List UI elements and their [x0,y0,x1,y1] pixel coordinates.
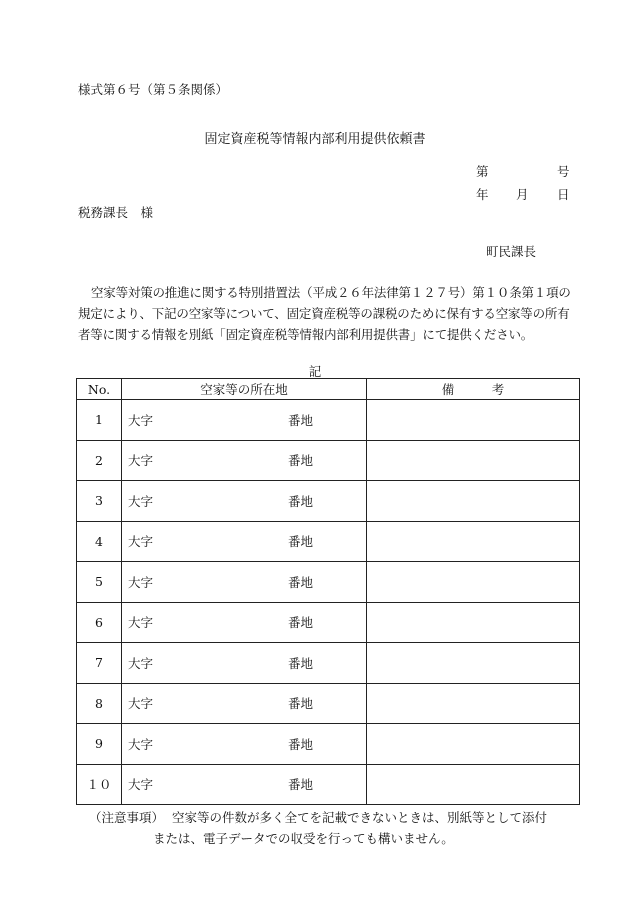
row-number: 3 [77,481,122,522]
date-year-label: 年 [476,187,489,202]
location-cell[interactable] [122,764,367,805]
table-row [77,562,580,603]
document-number-suffix: 号 [557,164,570,179]
notes-line-1: 空家等の件数が多く全てを記載できないときは、別紙等として添付 [172,810,548,825]
form-number: 様式第６号（第５条関係） [78,82,229,97]
header-no: No. [77,379,122,400]
banchi-label: 番地 [288,493,314,509]
oaza-label: 大字 [128,493,154,509]
header-note: 備 考 [367,379,580,400]
date-day-label: 日 [557,187,570,202]
table-row [77,521,580,562]
location-cell[interactable] [122,440,367,481]
banchi-label: 番地 [288,655,314,671]
note-cell[interactable] [367,764,580,805]
note-cell[interactable] [367,724,580,765]
location-cell[interactable] [122,521,367,562]
table-row [77,683,580,724]
location-cell[interactable] [122,562,367,603]
location-cell[interactable] [122,643,367,684]
banchi-label: 番地 [288,453,314,469]
ki-heading: 記 [308,364,322,379]
row-number: 9 [77,724,122,765]
banchi-label: 番地 [288,777,314,793]
note-cell[interactable] [367,481,580,522]
location-cell[interactable] [122,724,367,765]
body-paragraph: 空家等対策の推進に関する特別措置法（平成２６年法律第１２７号）第１０条第１項の規定により、下記の空家等について、固定資産税等の課税のために保有する空家等の所有者等に関する情報を別紙「固定資産税等情報内部利用提供書」にて提供ください。 [78,285,571,342]
oaza-label: 大字 [128,696,154,712]
table-row [77,764,580,805]
location-cell[interactable] [122,481,367,522]
table-row [77,400,580,441]
oaza-label: 大字 [128,615,154,631]
note-cell[interactable] [367,521,580,562]
row-number: 5 [77,562,122,603]
note-cell[interactable] [367,602,580,643]
row-number: 8 [77,683,122,724]
notes-line-2: または、電子データでの収受を行っても構いません。 [153,831,454,846]
table-row [77,643,580,684]
location-cell[interactable] [122,400,367,441]
addressee: 税務課長 様 [78,205,154,220]
row-number: 7 [77,643,122,684]
document-number-label: 第 [476,164,489,179]
banchi-label: 番地 [288,574,314,590]
oaza-label: 大字 [128,412,154,428]
table-row [77,481,580,522]
oaza-label: 大字 [128,736,154,752]
oaza-label: 大字 [128,777,154,793]
row-number: 4 [77,521,122,562]
header-location: 空家等の所在地 [122,379,367,400]
row-number: 1 [77,400,122,441]
banchi-label: 番地 [288,696,314,712]
table-row [77,602,580,643]
oaza-label: 大字 [128,574,154,590]
note-cell[interactable] [367,400,580,441]
banchi-label: 番地 [288,615,314,631]
oaza-label: 大字 [128,655,154,671]
page-title: 固定資産税等情報内部利用提供依頼書 [204,132,426,147]
sender: 町民課長 [486,244,537,259]
location-cell[interactable] [122,602,367,643]
banchi-label: 番地 [288,412,314,428]
row-number: 2 [77,440,122,481]
table-row [77,440,580,481]
note-cell[interactable] [367,683,580,724]
note-cell[interactable] [367,562,580,603]
oaza-label: 大字 [128,534,154,550]
banchi-label: 番地 [288,534,314,550]
location-cell[interactable] [122,683,367,724]
row-number: 6 [77,602,122,643]
banchi-label: 番地 [288,736,314,752]
row-number: １０ [77,764,122,805]
oaza-label: 大字 [128,453,154,469]
note-cell[interactable] [367,643,580,684]
table-header-row [77,379,580,400]
date-month-label: 月 [516,187,529,202]
notes-label: （注意事項） [89,810,165,825]
table-row [77,724,580,765]
note-cell[interactable] [367,440,580,481]
address-table [76,378,580,805]
